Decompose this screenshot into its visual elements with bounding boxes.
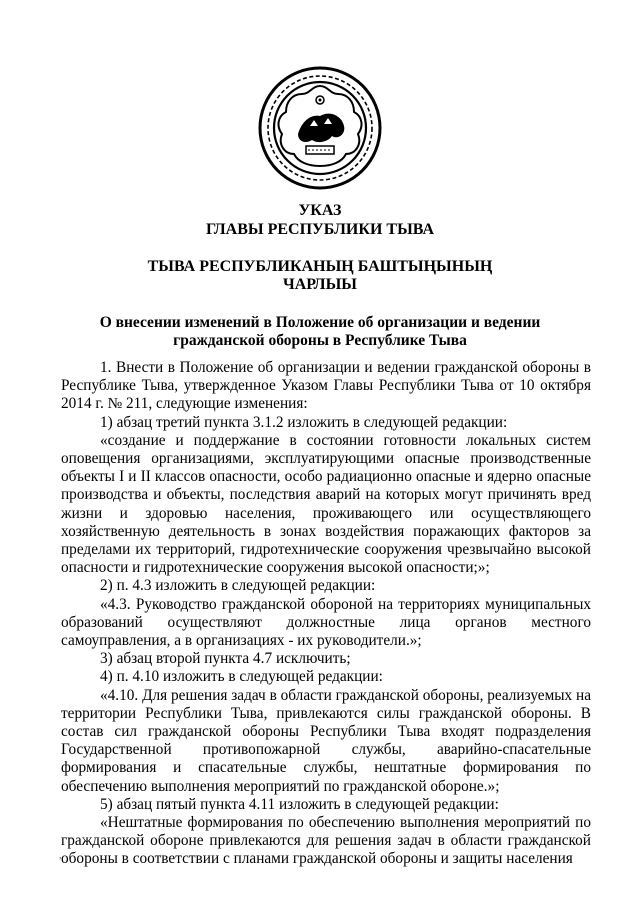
paragraph: 5) абзац пятый пункта 4.11 изложить в следующей редакции: xyxy=(100,795,499,813)
paragraph: «4.10. Для решения задач в области гражданской обороны, реализуемых на территории Республики Тыва, привлекаются силы гражданской обороны. В состав сил гражданской обороны Республики Тыва входят подразделения Государственной противопожарной службы, аварийно-спасательные формирования и спасательные службы, нештатные формирования по обеспечению выполнения мероприятий по гражданской обороне.»; xyxy=(61,686,591,795)
decree-body xyxy=(61,359,591,869)
paragraph: 1) абзац третий пункта 3.1.2 изложить в следующей редакции: xyxy=(100,413,508,431)
paragraph: 3) абзац второй пункта 4.7 исключить; xyxy=(100,650,351,668)
paragraph: 2) п. 4.3 изложить в следующей редакции: xyxy=(100,577,376,595)
paragraph: «4.3. Руководство гражданской обороной на территориях муниципальных образований осуществляют должностные лица органов местного самоуправления, а в организациях - их руководители.»; xyxy=(61,595,591,650)
paragraph: «Нештатные формирования по обеспечению выполнения мероприятий по гражданской обороне привлекаются для решения задач в области гражданской обороны в соответствии с планами гражданской обороны и защиты населения xyxy=(61,814,591,868)
decree-subject-line2: гражданской обороны в Республике Тыва xyxy=(173,332,467,349)
decree-title: УКАЗ xyxy=(298,202,342,219)
decree-issuer-tyv: ТЫВА РЕСПУБЛИКАНЫҢ БАШТЫҢЫНЫҢ xyxy=(147,258,493,275)
decree-title-tyv: ЧАРЛЫЫ xyxy=(282,276,357,293)
decree-issuer-ru: ГЛАВЫ РЕСПУБЛИКИ ТЫВА xyxy=(205,221,434,238)
margin-mark: , xyxy=(59,850,62,861)
decree-subject-line1: О внесении изменений в Положение об организации и ведении xyxy=(99,314,541,331)
tyva-emblem-icon xyxy=(258,66,382,190)
paragraph: «создание и поддержание в состоянии готовности локальных систем оповещения организациями, эксплуатирующими опасные производственные объекты I и II классов опасности, особо радиационно опасные и ядерно опасные производства и объекты, последствия аварий на которых могут причинять вред жизни и здоровью населения, проживающего или осуществляющего хозяйственную деятельность в зонах воздействия поражающих факторов за пределами их территорий, гидротехнические сооружения чрезвычайно высокой опасности и гидротехнические сооружения высокой опасности;»; xyxy=(61,431,591,577)
paragraph: 4) п. 4.10 изложить в следующей редакции: xyxy=(100,668,383,686)
paragraph: 1. Внести в Положение об организации и ведении гражданской обороны в Республике Тыва, утвержденное Указом Главы Республики Тыва от 10 октября 2014 г. № 211, следующие изменения: xyxy=(61,359,591,413)
